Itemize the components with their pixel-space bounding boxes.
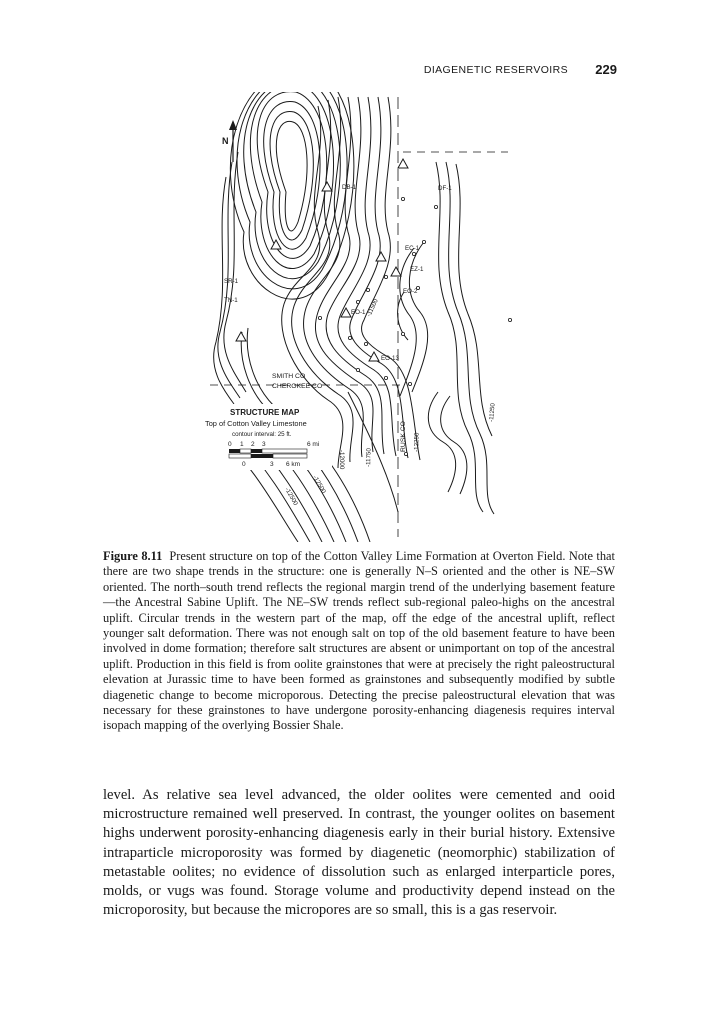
page-header: [0, 62, 716, 80]
contour-label: -11750: [365, 448, 373, 468]
caption-text: Present structure on top of the Cotton Valley Lime Formation at Overton Field. Note that there are two shape trends in the structure: one is generally N–S oriented and the other is NE–SW oriented. The north–south trend reflects the regional margin trend of the underlying basement feature—the Ancestral Sabine Uplift. The NE–SW trends reflect sub-regional paleo-highs on the ancestral uplift. Circular trends in the western part of the map, off the edge of the ancestral uplift, reflect younger salt deformation. There was not enough salt on top of the old basement feature to have been involved in dome formation; therefore salt structures are absent or unimportant on top of the ancestral uplift. Production in this field is from oolite grainstones that were at precisely the right paleostructural elevation at Jurassic time to have been formed as grainstones and subsequently modified by subtle diagenetic change to become microporous. Detecting the precise paleostructural elevation that was necessary for these grainstones to have undergone porosity-enhancing diagenesis requires interval isopach mapping of the overlying Bossier Shale.: [103, 549, 615, 733]
well-label: EO-2: [403, 288, 418, 295]
well-label: EO-1: [351, 309, 366, 316]
north-arrow-icon: [222, 120, 237, 162]
contour-group-west-margin: [214, 152, 274, 410]
scale-tick-label: 3: [270, 461, 274, 468]
well-label: EO-13: [381, 355, 399, 362]
contour-group-east: [398, 162, 494, 514]
structure-map-figure: [198, 92, 528, 542]
well-label: EC-1: [405, 245, 420, 252]
legend-interval: contour interval: 25 ft.: [232, 431, 292, 438]
contour-label: -12500: [283, 486, 299, 507]
contour-label: -11500: [365, 297, 380, 318]
scale-end-label: 6 km: [286, 461, 301, 468]
contour-label: -11250: [488, 402, 497, 423]
scale-tick-label: 2: [251, 441, 255, 448]
contour-label: -12500: [311, 474, 327, 495]
well-label: SR-1: [224, 278, 239, 285]
well-label: DF-1: [438, 185, 452, 192]
body-paragraph: level. As relative sea level advanced, the older oolites were cemented and ooid microstructure remained well preserved. In contrast, the younger oolites on basement highs underwent porosity-enhancing diagenesis early in their burial history. Extensive intraparticle microporosity was formed by diagenetic (neomorphic) stabilization of metastable oolites; no evidence of dissolution such as enlarged interparticle pores, molds, or vugs was found. Storage volume and productivity depend instead on the microporosity, but because the micropores are so small, this is a gas reservoir.: [103, 787, 615, 919]
structure-map: [198, 92, 528, 542]
north-label: N: [222, 136, 229, 146]
contour-label: -12000: [338, 450, 345, 470]
county-label: SMITH CO: [272, 373, 306, 380]
contour-group-west: [230, 92, 354, 299]
page-number: 229: [595, 62, 617, 77]
scale-tick-label: 0: [228, 441, 232, 448]
scale-end-label: 6 mi: [307, 441, 320, 448]
scale-tick-label: 0: [242, 461, 246, 468]
contour-label: -12250: [413, 432, 421, 453]
scale-tick-label: 1: [240, 441, 244, 448]
county-label: CHEROKEE CO: [272, 383, 323, 390]
legend-subtitle: Top of Cotton Valley Limestone: [205, 419, 307, 428]
figure-label: Figure 8.11: [103, 549, 163, 563]
map-legend: [202, 404, 332, 470]
well-label: DB-1: [342, 184, 357, 191]
running-title: DIAGENETIC RESERVOIRS: [423, 64, 568, 76]
legend-title: STRUCTURE MAP: [230, 408, 300, 417]
scale-tick-label: 3: [262, 441, 266, 448]
well-triangle-icon: [236, 159, 408, 361]
well-label: TN-1: [224, 297, 238, 304]
figure-caption: [103, 549, 615, 734]
county-label: RUSK CO: [400, 421, 407, 452]
well-label: EZ-1: [410, 266, 424, 273]
